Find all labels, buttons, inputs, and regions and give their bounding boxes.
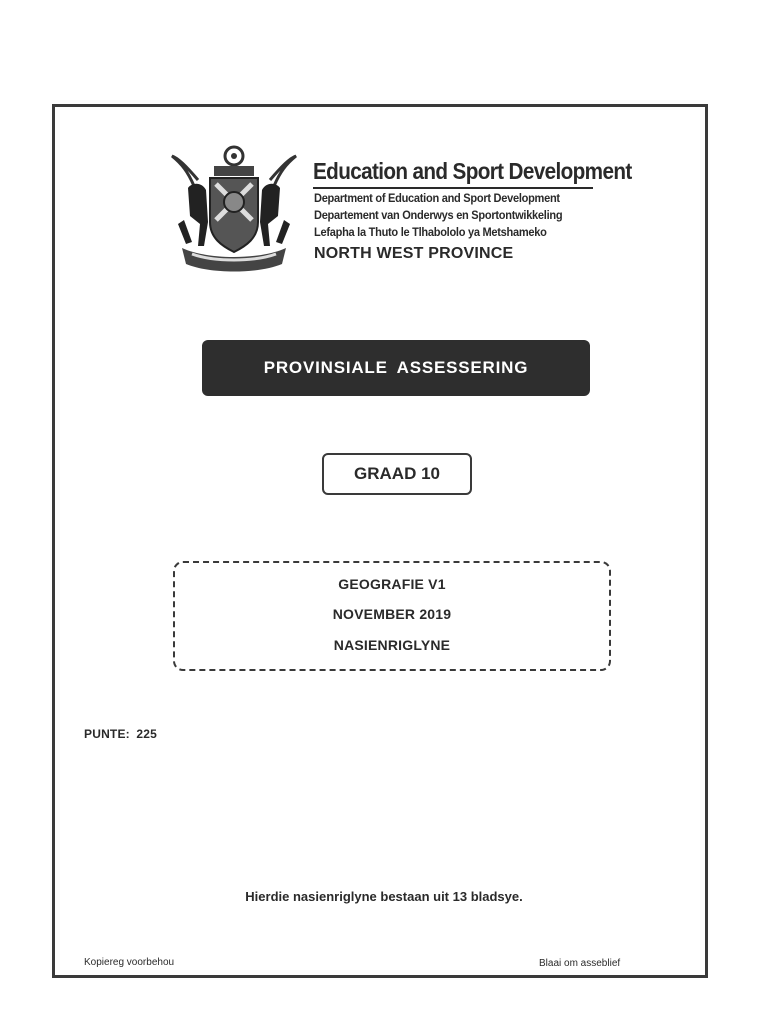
grade-label: GRAAD 10 — [322, 453, 472, 495]
subject-title: GEOGRAFIE V1 — [338, 576, 446, 592]
page-count-note: Hierdie nasienriglyne bestaan uit 13 bladsye. — [245, 889, 523, 904]
document-header — [168, 142, 632, 272]
document-type: NASIENRIGLYNE — [333, 637, 451, 653]
department-title: Education and Sport Development — [313, 158, 632, 184]
coat-of-arms-icon — [168, 142, 300, 272]
department-line-setswana: Lefapha la Thuto le Tlhabololo ya Metshameko — [314, 225, 547, 239]
subject-box — [173, 561, 611, 671]
copyright-note: Kopiereg voorbehou — [84, 957, 175, 968]
assessment-banner: PROVINSIALE ASSESSERING — [202, 340, 590, 396]
department-line-english: Department of Education and Sport Development — [314, 191, 560, 205]
turn-over-note: Blaai om asseblief — [539, 958, 621, 969]
department-line-afrikaans: Departement van Onderwys en Sportontwikkeling — [314, 208, 563, 222]
total-marks: PUNTE: 225 — [84, 727, 158, 741]
province-name: NORTH WEST PROVINCE — [314, 245, 514, 262]
title-rule — [313, 187, 593, 189]
exam-date: NOVEMBER 2019 — [332, 606, 452, 622]
